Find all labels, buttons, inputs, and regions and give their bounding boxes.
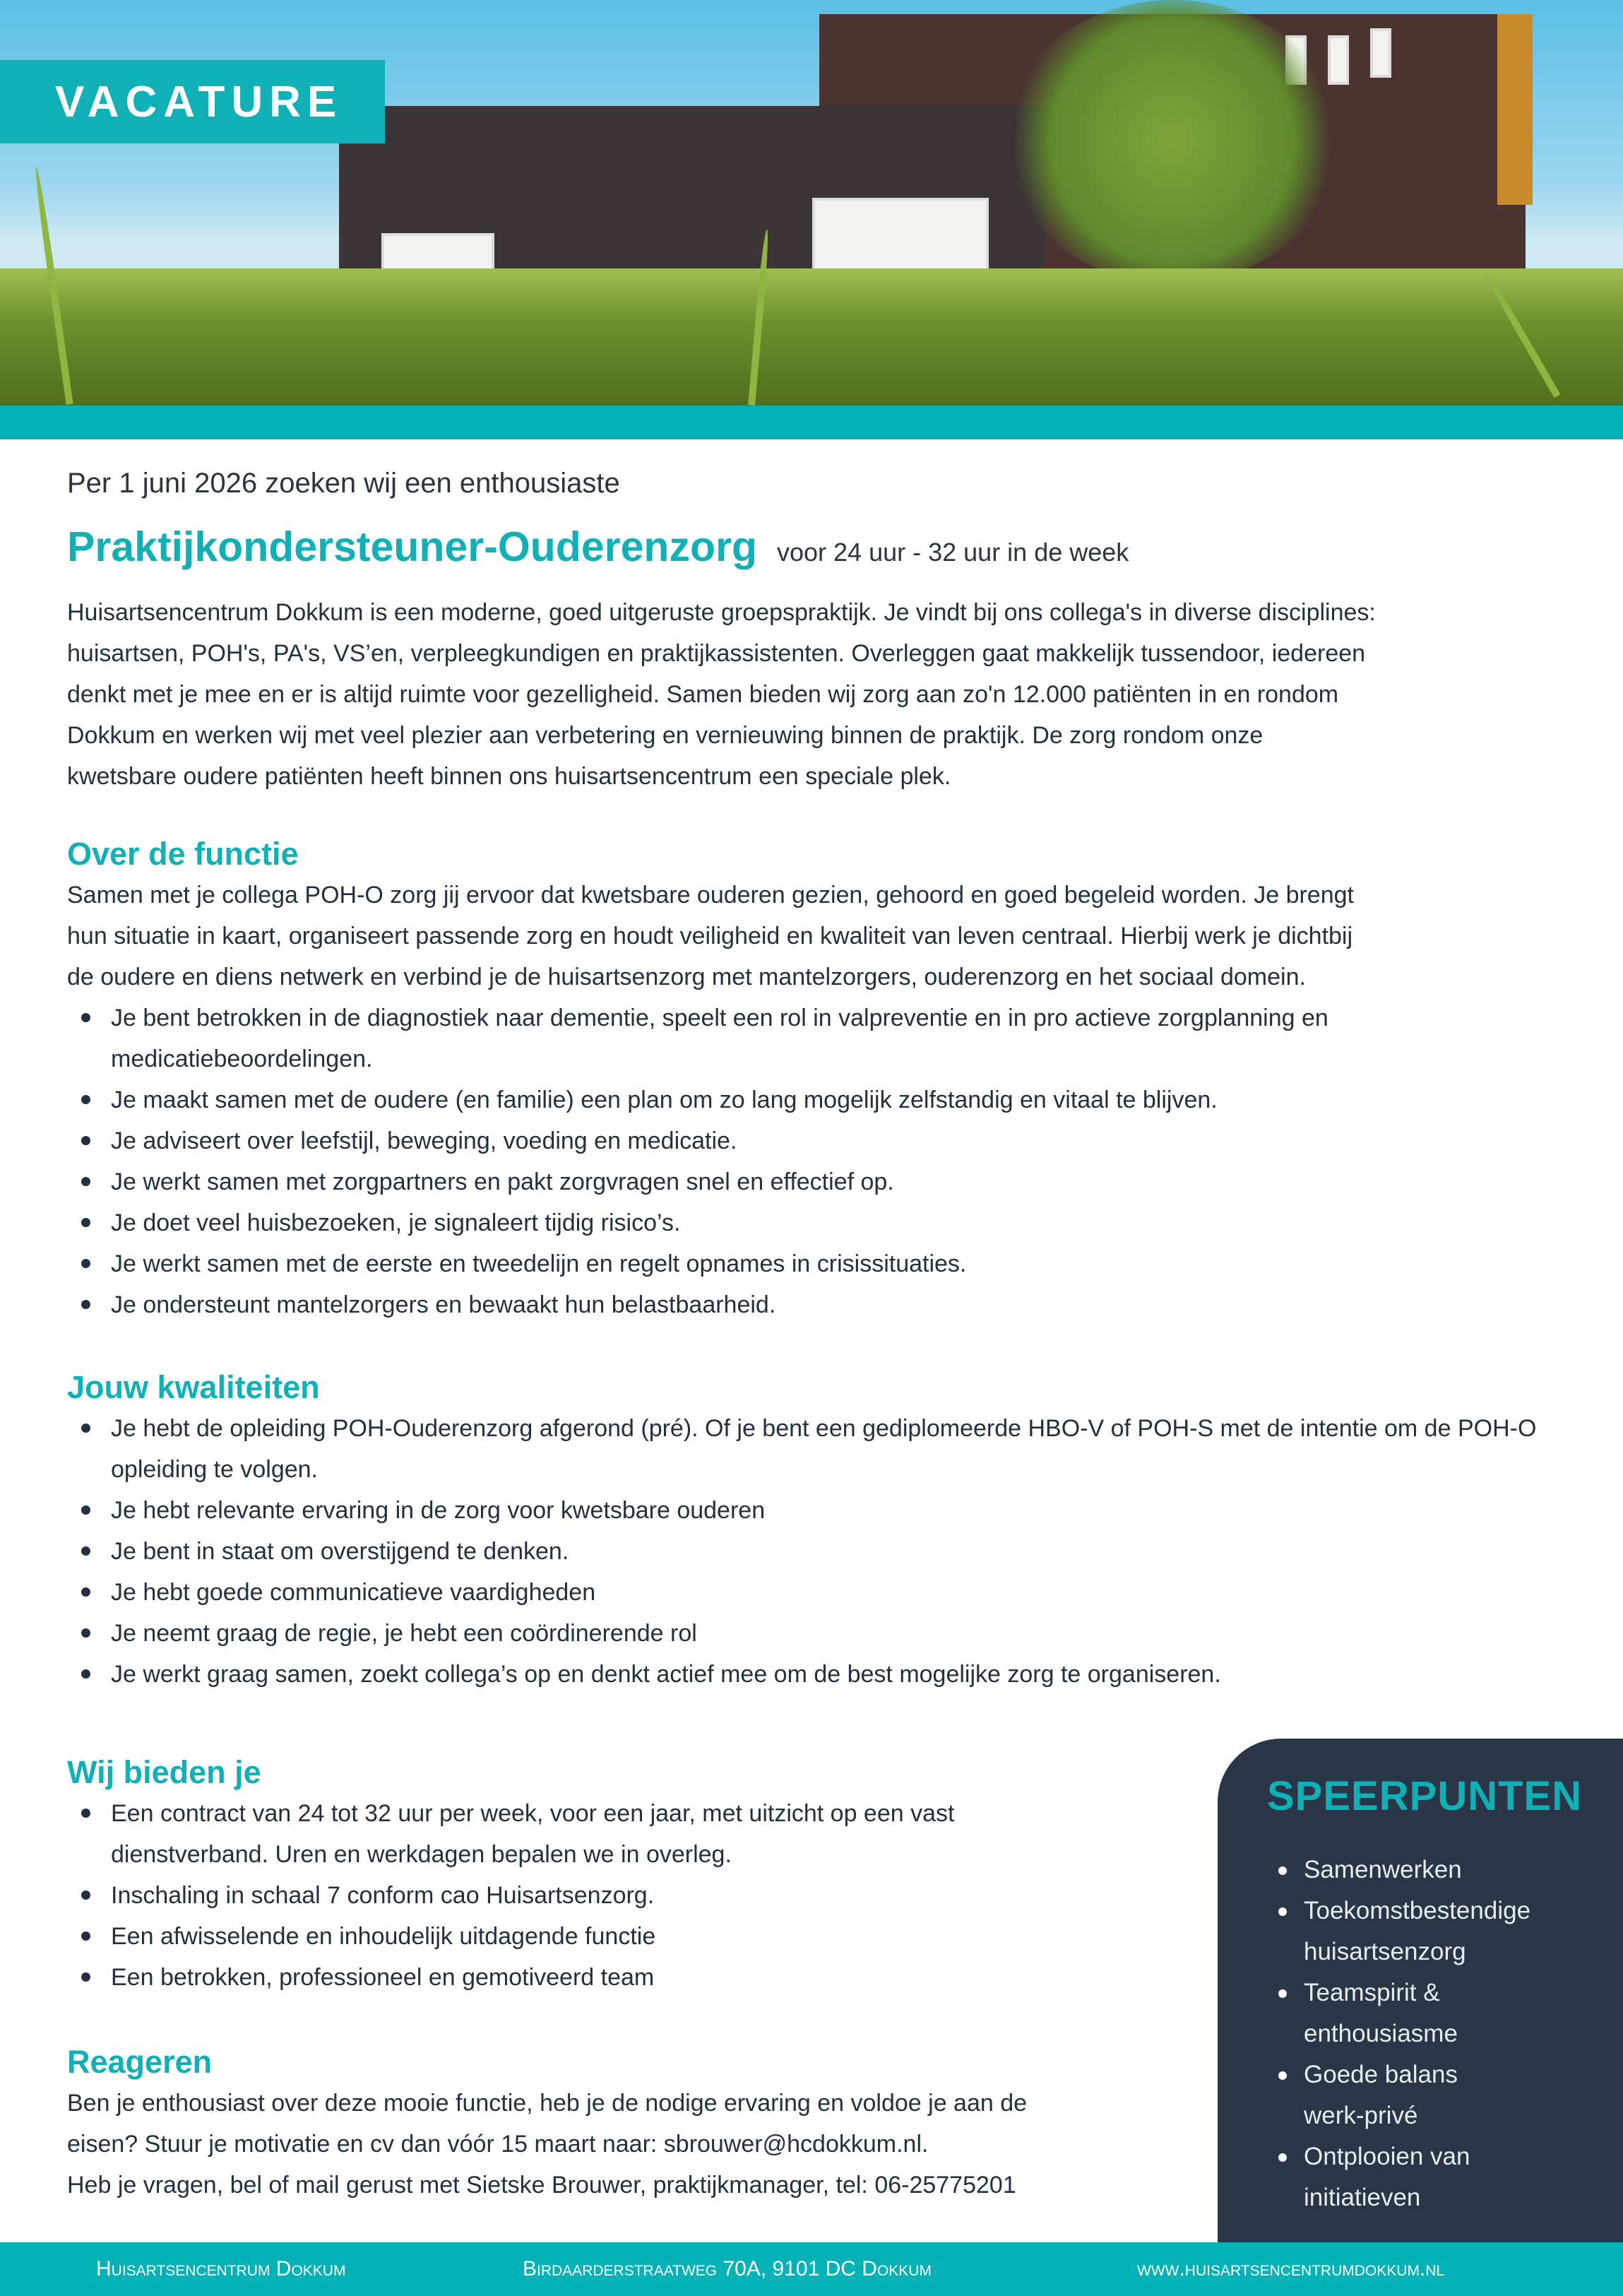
text-line: hun situatie in kaart, organiseert passende zorg en houdt veiligheid en kwaliteit van leven centraal. Hierbij werk je dichtbij xyxy=(67,923,1353,949)
intro-paragraph xyxy=(67,592,1557,797)
list-item: Je hebt de opleiding POH-Ouderenzorg afgerond (pré). Of je bent een gediplomeerde HBO-V of POH-S met de intentie om de POH-O opleiding te volgen. xyxy=(67,1408,1550,1490)
text-line: Dokkum en werken wij met veel plezier aan verbetering en vernieuwing binnen de praktijk. De zorg rondom onze xyxy=(67,722,1264,749)
vacature-banner: VACATURE xyxy=(0,60,385,143)
text-line: Heb je vragen, bel of mail gerust met Sietske Brouwer, praktijkmanager, tel: 06-25775201 xyxy=(67,2172,1016,2199)
building-accent xyxy=(1497,14,1533,205)
list-item: Je bent betrokken in de diagnostiek naar dementie, speelt een rol in valpreventie en in pro actieve zorgplanning en medicatiebeoordelingen. xyxy=(67,998,1508,1079)
list-item: Je werkt samen met zorgpartners en pakt zorgvragen snel en effectief op. xyxy=(67,1161,1557,1202)
text-line: kwetsbare oudere patiënten heeft binnen ons huisartsencentrum een speciale plek. xyxy=(67,763,951,790)
footer-address: Birdaarderstraatweg 70A, 9101 DC Dokkum xyxy=(523,2257,932,2280)
text-line[interactable]: eisen? Stuur je motivatie en cv dan vóór 15 maart naar: sbrouwer@hcdokkum.nl. xyxy=(67,2131,929,2158)
accent-band xyxy=(0,406,1623,439)
list-item: Inschaling in schaal 7 conform cao Huisartsenzorg. xyxy=(67,1875,1169,1916)
list-item: Je hebt relevante ervaring in de zorg voor kwetsbare ouderen xyxy=(67,1490,1557,1531)
list-item: Toekomstbestendige huisartsenzorg xyxy=(1267,1890,1564,1972)
footer xyxy=(0,2242,1623,2296)
list-item: Je neemt graag de regie, je hebt een coördinerende rol xyxy=(67,1613,1557,1654)
section-heading: Over de functie xyxy=(67,836,299,872)
list-item: Teamspirit & enthousiasme xyxy=(1267,1972,1500,2054)
text-line: Samen met je collega POH-O zorg jij ervoor dat kwetsbare ouderen gezien, gehoord en goed begeleid worden. Je brengt xyxy=(67,882,1354,909)
text-line: Ben je enthousiast over deze mooie functie, heb je de nodige ervaring en voldoe je aan de xyxy=(67,2090,1028,2117)
list-item: Je bent in staat om overstijgend te denken. xyxy=(67,1531,1557,1572)
list-item: Je maakt samen met de oudere (en familie) een plan om zo lang mogelijk zelfstandig en vitaal te blijven. xyxy=(67,1079,1557,1120)
kwaliteiten-list xyxy=(67,1408,1557,1695)
section-bieden xyxy=(67,1752,1169,1998)
hours: voor 24 uur - 32 uur in de week xyxy=(777,538,1129,567)
job-title: Praktijkondersteuner-Ouderenzorg xyxy=(67,523,757,570)
list-item: Je adviseert over leefstijl, beweging, voeding en medicatie. xyxy=(67,1120,1557,1161)
bieden-list xyxy=(67,1793,1169,1998)
intro-line: Per 1 juni 2026 zoeken wij een enthousiaste xyxy=(67,468,620,499)
footer-website[interactable]: www.huisartsencentrumdokkum.nl xyxy=(1137,2257,1445,2280)
section-heading: Wij bieden je xyxy=(67,1754,261,1790)
text-line: huisartsen, POH's, PA's, VS’en, verpleegkundigen en praktijkassistenten. Overleggen gaat makkelijk tussendoor, iedereen xyxy=(67,640,1366,667)
list-item: Een afwisselende en inhoudelijk uitdagende functie xyxy=(67,1916,1169,1957)
list-item: Goede balans werk-privé xyxy=(1267,2054,1500,2136)
list-item: Ontplooien van initiatieven xyxy=(1267,2136,1521,2218)
window xyxy=(1328,35,1349,85)
text-line: Huisartsencentrum Dokkum is een moderne, goed uitgeruste groepspraktijk. Je vindt bij ons collega's in diverse disciplines: xyxy=(67,599,1376,626)
section-heading: Reageren xyxy=(67,2044,213,2080)
tree xyxy=(1003,0,1342,283)
list-item: Een contract van 24 tot 32 uur per week, voor een jaar, met uitzicht op een vast dienstverband. Uren en werkdagen bepalen we in overleg. xyxy=(67,1793,1112,1875)
speerpunten-heading: SPEERPUNTEN xyxy=(1267,1773,1583,1819)
list-item: Je ondersteunt mantelzorgers en bewaakt hun belastbaarheid. xyxy=(67,1284,1557,1325)
list-item: Je werkt samen met de eerste en tweedelijn en regelt opnames in crisissituaties. xyxy=(67,1243,1557,1284)
grass xyxy=(0,268,1623,406)
list-item: Samenwerken xyxy=(1267,1850,1623,1890)
list-item: Je werkt graag samen, zoekt collega’s op en denkt actief mee om de best mogelijke zorg te organiseren. xyxy=(67,1654,1557,1695)
section-kwaliteiten xyxy=(67,1367,1557,1695)
section-heading: Jouw kwaliteiten xyxy=(67,1369,320,1405)
speerpunten-list xyxy=(1267,1850,1623,2218)
text-line: de oudere en diens netwerk en verbind je de huisartsenzorg met mantelzorgers, ouderenzorg en het sociaal domein. xyxy=(67,964,1306,990)
list-item: Je hebt goede communicatieve vaardigheden xyxy=(67,1572,1557,1613)
window xyxy=(1370,28,1391,78)
section-reageren xyxy=(67,2042,1211,2206)
job-title-row xyxy=(67,523,1129,571)
list-item: Een betrokken, professioneel en gemotiveerd team xyxy=(67,1957,1169,1998)
functie-list xyxy=(67,998,1557,1325)
speerpunten-box xyxy=(1218,1739,1623,2242)
footer-name: Huisartsencentrum Dokkum xyxy=(96,2257,346,2280)
text-line: denkt met je mee en er is altijd ruimte voor gezelligheid. Samen bieden wij zorg aan zo'n 12.000 patiënten in en rondom xyxy=(67,681,1339,708)
list-item: Je doet veel huisbezoeken, je signaleert tijdig risico’s. xyxy=(67,1202,1557,1243)
section-functie xyxy=(67,834,1557,1325)
